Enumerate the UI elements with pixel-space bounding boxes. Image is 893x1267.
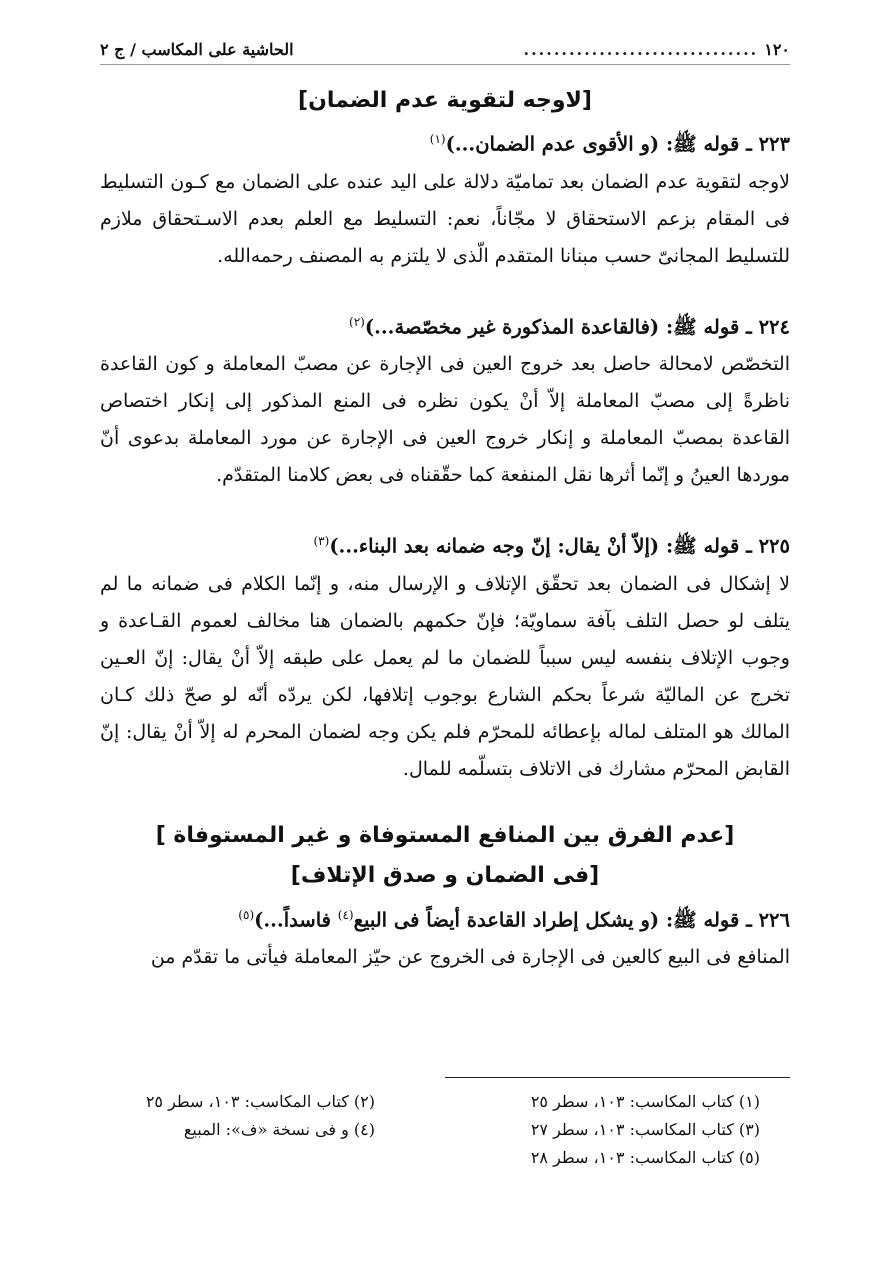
page-number: ١٢٠ (764, 39, 790, 59)
footnote-ref[interactable]: (١) (429, 132, 446, 146)
footnote-ref[interactable]: (٥) (238, 907, 255, 922)
commentary-paragraph: لا إشكال فى الضمان بعد تحقّق الإتلاف و الإرسال منه، و إنّما الكلام فى ضمانه ما لم يتلف لو حصل التلف بآفة سماويّة؛ فإنّ حكمهم بالضمان هنا مخالف لعموم القـاعدة و وجوب الإتلاف بنفسه ليس سبباً للضمان ما لم يعمل على طبقه إلاّ أنْ يقال: إنّ العـين تخرج عن الماليّة شرعاً بحكم الشارع بوجوب إتلافها، لكن يردّه أنّه لو صحّ ذلك كـان المالك هو المتلف لماله بإعطائه للمحرّم فلم يكن وجه لضمان المحرم له إلاّ أنْ يقال: إنّ القابض المحرّم مشارك فى الاتلاف بتسلّمه للمال. (100, 572, 790, 780)
footnote-1: (١) كتاب المكاسب: ١٠٣، سطر ٢٥ (530, 1092, 760, 1111)
entry-lemma: ٢٢٦ ـ قوله ﷺ: (و يشكل إطراد القاعدة أيضاً فى البيع (353, 908, 790, 931)
book-title: الحاشية على المكاسب / ج ٢ (100, 39, 294, 59)
footnote-divider (445, 1077, 790, 1078)
commentary-paragraph: التخصّص لامحالة حاصل بعد خروج العين فى الإجارة عن مصبّ المعاملة و كون القاعدة ناظرةً إلى مصبّ المعاملة إلاّ أنْ يكون نظره فى المنع المذكور إلى إنكار اختصاص القاعدة بمصبّ المعاملة و إنكار خروج العين فى الإجارة عن مورد المعاملة بدعوى أنّ موردها العينُ و إنّما أثرها نقل المنفعة كما حقّقناه فى بعض كلامنا المتقدّم. (100, 353, 790, 486)
footnote-4: (٤) و فى نسخة «ف»: المبيع (183, 1120, 375, 1139)
footnote-ref[interactable]: (٣) (313, 534, 330, 548)
entry-lemma: ٢٢٣ ـ قوله ﷺ: (و الأقوى عدم الضمان...) (445, 132, 790, 156)
running-header (100, 34, 790, 64)
commentary-paragraph: المنافع فى البيع كالعين فى الإجارة فى الخروج عن حيّز المعاملة فيأتى ما تقدّم من (150, 946, 790, 968)
commentary-paragraph: لاوجه لتقوية عدم الضمان بعد تماميّة دلالة على اليد عنده على الضمان مع كـون التسليط فى المقام بزعم الاستحقاق لا مجّاناً، نعم: التسليط مع العلم بعدم الاسـتحقاق ملازم للتسليط المجانىّ حسب مبنانا المتقدم الّذى لا يلتزم به المصنف رحمه‌الله. (100, 170, 790, 267)
entry-lemma: ٢٢٤ ـ قوله ﷺ: (فالقاعدة المذكورة غير مخصّصة...) (364, 315, 790, 338)
commentary-entry-225 (100, 522, 790, 566)
footnote-5: (٥) كتاب المكاسب: ١٠٣، سطر ٢٨ (530, 1148, 760, 1167)
footnote-ref[interactable]: (٢) (349, 314, 365, 329)
footnote-3: (٣) كتاب المكاسب: ١٠٣، سطر ٢٧ (530, 1120, 760, 1139)
page-body (100, 82, 790, 976)
section-subheading: [فى الضمان و صدق الإتلاف] (290, 862, 600, 888)
section-heading: [لاوجه لتقوية عدم الضمان] (298, 88, 592, 113)
commentary-entry-224 (100, 303, 790, 347)
entry-lemma-end: فاسداً...) (254, 908, 338, 931)
footnotes (100, 1088, 790, 1172)
footnote-ref[interactable]: (٤) (337, 907, 354, 922)
footnote-2: (٢) كتاب المكاسب: ١٠٣، سطر ٢٥ (145, 1092, 375, 1111)
section-heading: [عدم الفرق بين المنافع المستوفاة و غير المستوفاة ] (155, 822, 735, 848)
dot-leader: ............................... (523, 39, 759, 59)
header-divider (100, 64, 790, 65)
commentary-entry-223 (100, 120, 790, 164)
commentary-entry-226 (100, 896, 790, 940)
entry-lemma: ٢٢٥ ـ قوله ﷺ: (إلاّ أنْ يقال: إنّ وجه ضمانه بعد البناء...) (329, 534, 790, 558)
